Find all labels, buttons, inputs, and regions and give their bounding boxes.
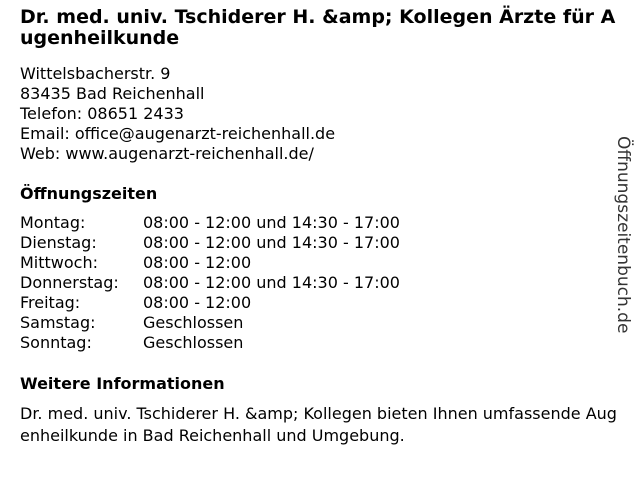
hours-day: Sonntag: — [20, 333, 92, 352]
hours-time: Geschlossen — [143, 333, 244, 352]
opening-hours-heading: Öffnungszeiten — [20, 184, 158, 203]
hours-time: 08:00 - 12:00 — [143, 253, 252, 272]
website-address: Web: www.augenarzt-reichenhall.de/ — [20, 144, 314, 163]
more-info-text: Dr. med. univ. Tschiderer H. &amp; Kollegen bieten Ihnen umfassende Augenheilkunde in Bad Reichenhall und Umgebung. — [20, 404, 617, 445]
page-title: Dr. med. univ. Tschiderer H. &amp; Kollegen Ärzte für Augenheilkunde — [20, 6, 616, 49]
hours-time: 08:00 - 12:00 — [143, 293, 252, 312]
hours-day: Donnerstag: — [20, 273, 119, 292]
street-address: Wittelsbacherstr. 9 — [20, 64, 171, 83]
hours-time: Geschlossen — [143, 313, 244, 332]
hours-day: Dienstag: — [20, 233, 97, 252]
hours-day: Mittwoch: — [20, 253, 98, 272]
email-address: Email: office@augenarzt-reichenhall.de — [20, 124, 336, 143]
hours-time: 08:00 - 12:00 und 14:30 - 17:00 — [143, 233, 400, 252]
hours-time: 08:00 - 12:00 und 14:30 - 17:00 — [143, 213, 400, 232]
opening-hours-table — [20, 213, 400, 353]
city-address: 83435 Bad Reichenhall — [20, 84, 205, 103]
hours-row-monday — [20, 213, 400, 233]
hours-day: Freitag: — [20, 293, 81, 312]
hours-row-saturday — [20, 313, 400, 333]
hours-time: 08:00 - 12:00 und 14:30 - 17:00 — [143, 273, 400, 292]
site-watermark: Öffnungszeitenbuch.de — [613, 136, 633, 334]
hours-row-friday — [20, 293, 400, 313]
hours-row-thursday — [20, 273, 400, 293]
hours-row-tuesday — [20, 233, 400, 253]
address-block — [20, 64, 335, 164]
hours-day: Montag: — [20, 213, 86, 232]
hours-row-wednesday — [20, 253, 400, 273]
hours-row-sunday — [20, 333, 400, 353]
more-info-heading: Weitere Informationen — [20, 374, 225, 393]
phone-number: Telefon: 08651 2433 — [20, 104, 184, 123]
hours-day: Samstag: — [20, 313, 96, 332]
